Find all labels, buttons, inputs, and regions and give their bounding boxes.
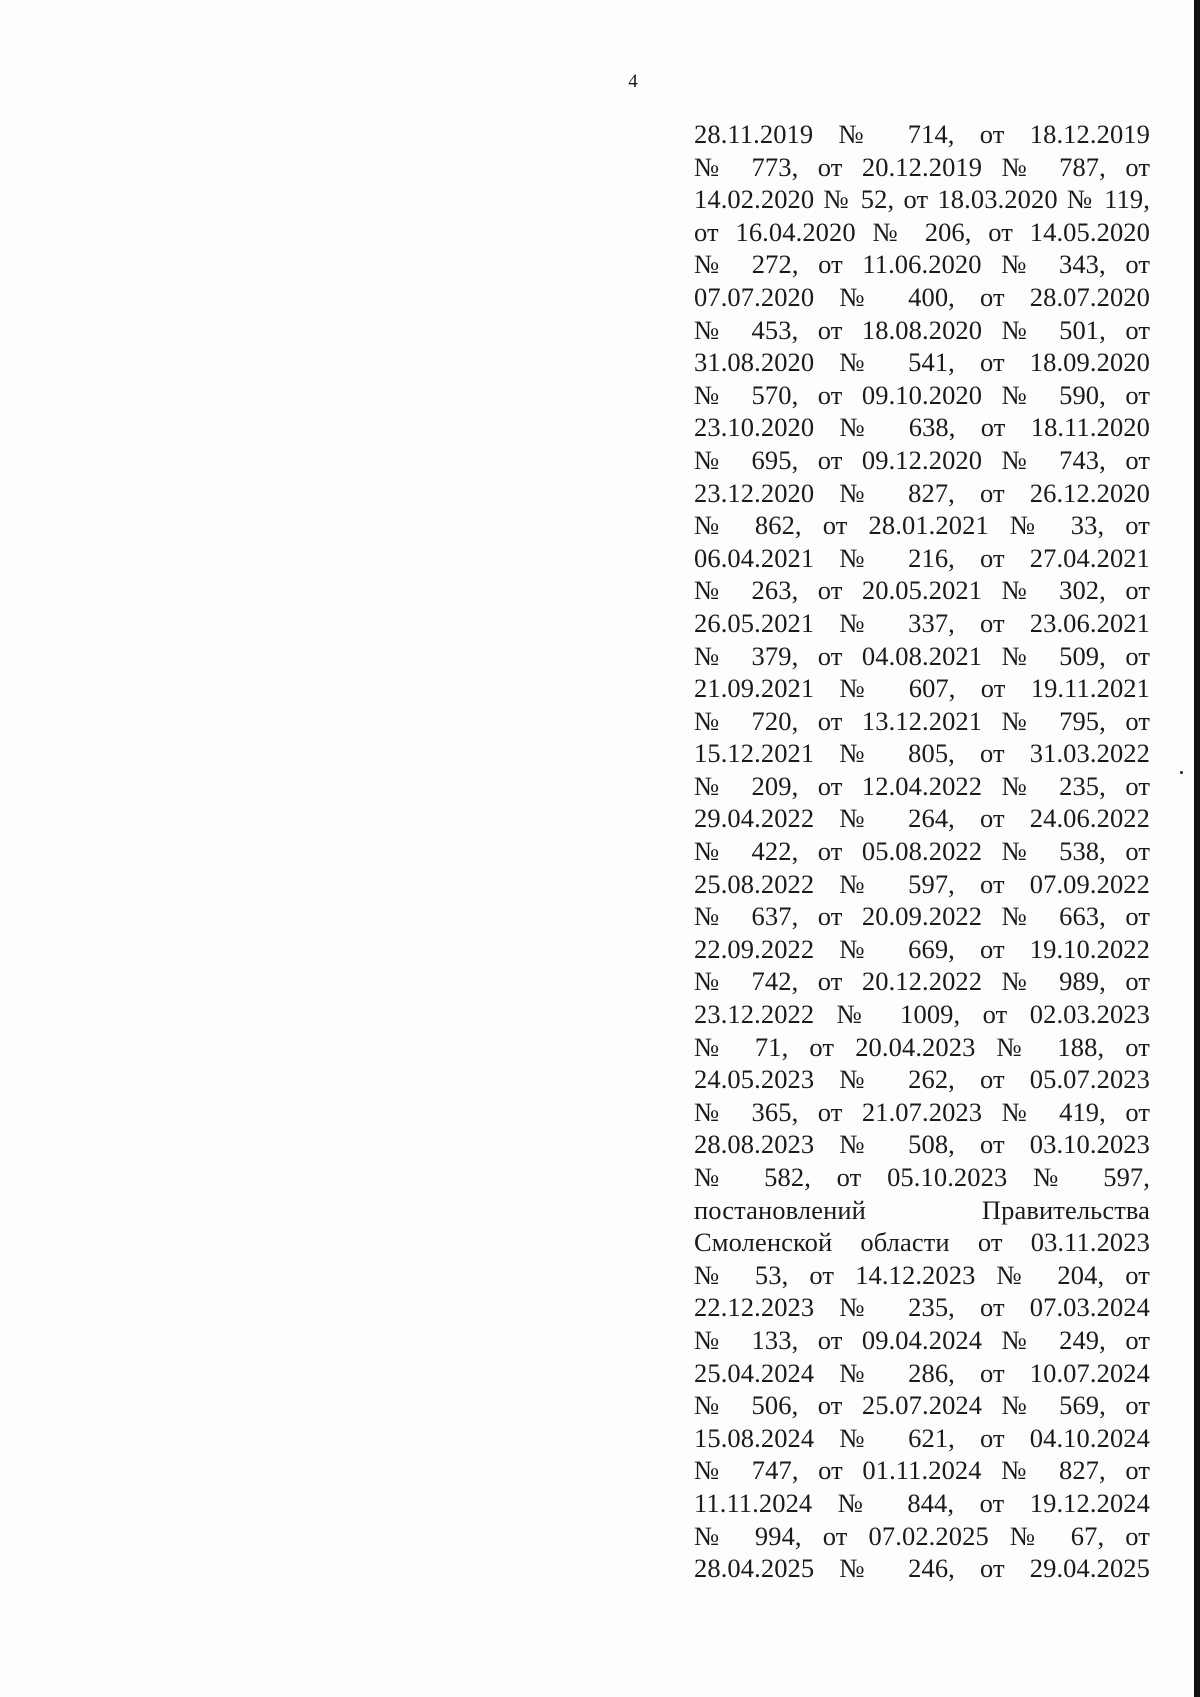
text-line: 06.04.2021 № 216, от 27.04.2021 xyxy=(694,542,1150,573)
text-line: № 506, от 25.07.2024 № 569, от xyxy=(694,1390,1150,1421)
text-line: 11.11.2024 № 844, от 19.12.2024 xyxy=(694,1487,1150,1518)
text-line: 22.09.2022 № 669, от 19.10.2022 xyxy=(694,933,1150,964)
text-line: 29.04.2022 № 264, от 24.06.2022 xyxy=(694,803,1150,834)
text-line: 15.12.2021 № 805, от 31.03.2022 xyxy=(694,738,1150,769)
text-line: № 742, от 20.12.2022 № 989, от xyxy=(694,966,1150,997)
text-line: 24.05.2023 № 262, от 05.07.2023 xyxy=(694,1064,1150,1095)
text-line: Смоленской области от 03.11.2023 xyxy=(694,1227,1150,1258)
page-number: 4 xyxy=(628,71,638,92)
text-line: 22.12.2023 № 235, от 07.03.2024 xyxy=(694,1292,1150,1323)
text-line: № 582, от 05.10.2023 № 597, xyxy=(694,1162,1150,1192)
text-line: 31.08.2020 № 541, от 18.09.2020 xyxy=(694,347,1150,378)
text-line: 07.07.2020 № 400, от 28.07.2020 xyxy=(694,281,1150,312)
text-line: № 453, от 18.08.2020 № 501, от xyxy=(694,314,1150,345)
text-line: 28.08.2023 № 508, от 03.10.2023 xyxy=(694,1129,1150,1160)
text-line: № 53, от 14.12.2023 № 204, от xyxy=(694,1259,1150,1290)
scan-edge xyxy=(1194,0,1200,1697)
text-line: № 365, от 21.07.2023 № 419, от xyxy=(694,1096,1150,1127)
text-line: № 862, от 28.01.2021 № 33, от xyxy=(694,510,1150,541)
text-line: № 773, от 20.12.2019 № 787, от xyxy=(694,151,1150,182)
text-line: 28.11.2019 № 714, от 18.12.2019 xyxy=(694,119,1150,149)
text-line: № 272, от 11.06.2020 № 343, от xyxy=(694,249,1150,280)
text-line: постановлений Правительства xyxy=(694,1194,1150,1225)
text-line: № 209, от 12.04.2022 № 235, от xyxy=(694,770,1150,801)
text-line: 25.08.2022 № 597, от 07.09.2022 xyxy=(694,868,1150,899)
body-text xyxy=(694,118,1150,1585)
text-line: 25.04.2024 № 286, от 10.07.2024 xyxy=(694,1357,1150,1388)
text-line: № 71, от 20.04.2023 № 188, от xyxy=(694,1031,1150,1062)
text-line: 21.09.2021 № 607, от 19.11.2021 xyxy=(694,673,1150,704)
text-line: 23.10.2020 № 638, от 18.11.2020 xyxy=(694,412,1150,443)
text-line: № 570, от 09.10.2020 № 590, от xyxy=(694,379,1150,410)
text-line: 23.12.2022 № 1009, от 02.03.2023 xyxy=(694,999,1150,1030)
text-line: № 133, от 09.04.2024 № 249, от xyxy=(694,1324,1150,1355)
text-line: № 994, от 07.02.2025 № 67, от xyxy=(694,1520,1150,1551)
text-line: № 379, от 04.08.2021 № 509, от xyxy=(694,640,1150,671)
text-line: от 16.04.2020 № 206, от 14.05.2020 xyxy=(694,216,1150,247)
text-line: 14.02.2020 № 52, от 18.03.2020 № 119, xyxy=(694,184,1150,215)
text-line: № 747, от 01.11.2024 № 827, от xyxy=(694,1455,1150,1486)
text-line: № 695, от 09.12.2020 № 743, от xyxy=(694,444,1150,475)
text-line: 23.12.2020 № 827, от 26.12.2020 xyxy=(694,477,1150,508)
text-line: 28.04.2025 № 246, от 29.04.2025 xyxy=(694,1553,1150,1584)
text-line: № 263, от 20.05.2021 № 302, от xyxy=(694,575,1150,606)
text-line: № 720, от 13.12.2021 № 795, от xyxy=(694,705,1150,736)
scan-speck xyxy=(1180,771,1183,774)
text-line: № 422, от 05.08.2022 № 538, от xyxy=(694,836,1150,867)
text-line: 26.05.2021 № 337, от 23.06.2021 xyxy=(694,607,1150,638)
text-line: 15.08.2024 № 621, от 04.10.2024 xyxy=(694,1422,1150,1453)
text-line: № 637, от 20.09.2022 № 663, от xyxy=(694,901,1150,932)
